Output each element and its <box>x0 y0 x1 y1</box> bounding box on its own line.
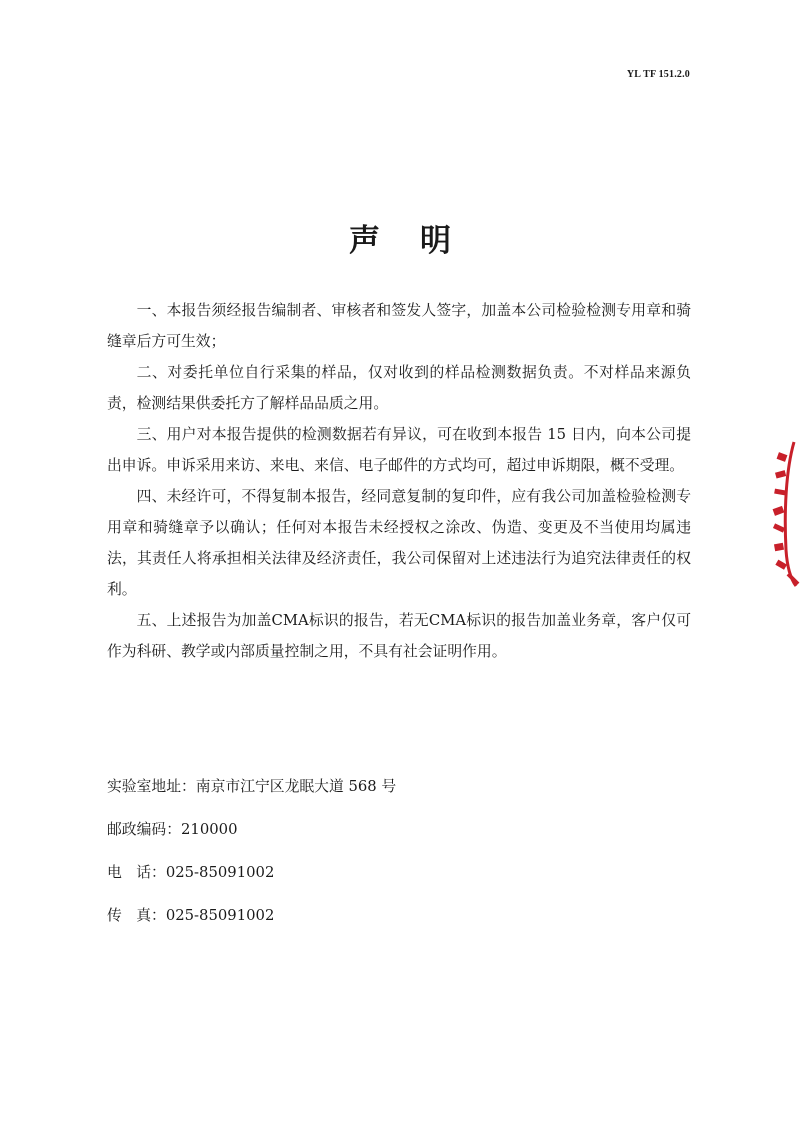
fax-row <box>107 894 691 937</box>
fax-value: 025-85091002 <box>165 907 275 924</box>
fax-label-char-2: 真 <box>136 907 151 924</box>
phone-colon: ： <box>151 864 166 881</box>
address-row <box>107 765 691 808</box>
phone-label <box>107 851 151 894</box>
document-code: YL TF 151.2.0 <box>626 69 690 80</box>
postcode-row <box>107 808 691 851</box>
phone-value: 025-85091002 <box>165 864 275 881</box>
phone-label-char-2: 话 <box>136 864 151 881</box>
address-label: 实验室地址： <box>107 778 196 795</box>
page-title <box>0 215 800 260</box>
declaration-item-5: 五、上述报告为加盖CMA标识的报告，若无CMA标识的报告加盖业务章，客户仅可作为科研、教学或内部质量控制之用，不具有社会证明作用。 <box>107 612 691 660</box>
fax-label-char-1: 传 <box>107 907 127 924</box>
postcode-label: 邮政编码： <box>107 821 181 838</box>
fax-colon: ： <box>151 907 166 924</box>
declaration-item-4: 四、未经许可，不得复制本报告，经同意复制的复印件，应有我公司加盖检验检测专用章和骑缝章予以确认；任何对本报告未经授权之涂改、伪造、变更及不当使用均属违法，其责任人将承担相关法律及经济责任，我公司保留对上述违法行为追究法律责任的权利。 <box>107 488 691 598</box>
title-char-2: 明 <box>420 223 451 259</box>
declaration-item-3: 三、用户对本报告提供的检测数据若有异议，可在收到本报告 15 日内，向本公司提出申诉。申诉采用来访、来电、来信、电子邮件的方式均可，超过申诉期限，概不受理。 <box>107 426 691 474</box>
phone-label-char-1: 电 <box>107 864 127 881</box>
address-value: 南京市江宁区龙眠大道 568 号 <box>195 778 397 795</box>
declaration-body <box>107 295 691 667</box>
phone-row <box>107 851 691 894</box>
fax-label <box>107 894 151 937</box>
seam-stamp-mark <box>773 442 798 586</box>
contact-info <box>107 765 691 937</box>
title-char-1: 声 <box>349 223 380 259</box>
postcode-value: 210000 <box>181 821 238 838</box>
seam-stamp-icon <box>764 440 800 588</box>
declaration-item-1: 一、本报告须经报告编制者、审核者和签发人签字，加盖本公司检验检测专用章和骑缝章后方可生效； <box>107 302 691 350</box>
declaration-item-2: 二、对委托单位自行采集的样品，仅对收到的样品检测数据负责。不对样品来源负责，检测结果供委托方了解样品品质之用。 <box>107 364 691 412</box>
